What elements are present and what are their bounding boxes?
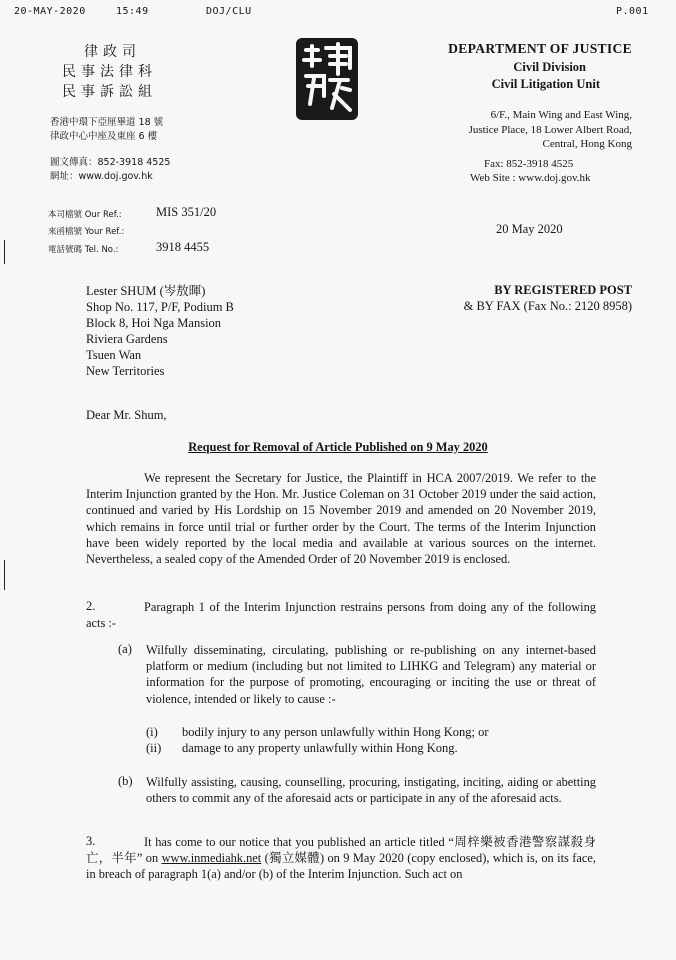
address-cn-line: 律政中心中座及東座 6 樓 <box>50 131 158 142</box>
recipient-address <box>86 283 234 379</box>
doj-emblem <box>296 38 358 120</box>
web-cn: 網址：www.doj.gov.hk <box>50 171 153 182</box>
delivery-fax: & BY FAX (Fax No.: 2120 8958) <box>463 299 632 313</box>
paragraph-3 <box>86 834 596 883</box>
letter-date: 20 May 2020 <box>496 222 563 236</box>
address-en-line: Central, Hong Kong <box>542 138 632 150</box>
ref-value-our: MIS 351/20 <box>156 205 217 219</box>
sub-ii: damage to any property unlawfully within Hong Kong. <box>182 741 458 755</box>
paragraph-3-text: (獨立媒體) on 9 May 2020 (copy enclosed), which is, on its face, in breach of paragraph 1(a) and/or (b) of the Interim Injunction. Such act on <box>86 851 596 882</box>
subject-line: Request for Removal of Article Published on 9 May 2020 <box>188 440 488 454</box>
recipient-line: New Territories <box>86 364 165 378</box>
dept-cn-line: 律政司 <box>84 44 141 60</box>
dept-cn-line: 民事訴訟組 <box>62 84 157 100</box>
fax-page: P.001 <box>616 6 649 17</box>
scan-edge-mark <box>4 560 5 590</box>
fax-date: 20-MAY-2020 <box>14 6 86 17</box>
unit-en: Civil Litigation Unit <box>491 77 600 91</box>
fax-en: Fax: 852-3918 4525 <box>484 158 574 170</box>
paragraph-2: Paragraph 1 of the Interim Injunction restrains persons from doing any of the following acts :- <box>86 600 596 631</box>
item-b-label: (b) <box>118 774 133 788</box>
paragraph-1: We represent the Secretary for Justice, the Plaintiff in HCA 2007/2019. We refer to the Interim Injunction granted by the Hon. Mr. Justice Coleman on 31 October 2019 under the said action, continued and varied by His Lordship on 15 November 2019 and amended on 20 November 2019, which remains in force until trial or further order by the Court. The terms of the Interim Injunction have been widely reported by the local media and available at various sources on the internet. Nevertheless, a sealed copy of the Amended Order of 20 November 2019 is enclosed. <box>86 471 596 567</box>
delivery-method: BY REGISTERED POST <box>494 283 632 297</box>
sub-i-label: (i) <box>146 725 158 739</box>
inmedia-link[interactable]: www.inmediahk.net <box>161 851 262 866</box>
fax-code: DOJ/CLU <box>206 6 252 17</box>
fax-time: 15:49 <box>116 6 149 17</box>
salutation: Dear Mr. Shum, <box>86 408 167 422</box>
recipient-line: Lester SHUM (岑敖暉) <box>86 284 206 298</box>
fax-cn: 圖文傳真：852-3918 4525 <box>50 157 171 168</box>
address-en <box>469 108 632 152</box>
paragraph-3-text: It has come to our notice that you published an article titled “周梓樂被香港警察謀殺身亡，半年” on <box>86 835 596 866</box>
emblem-glyph-icon <box>296 38 358 120</box>
paragraph-3-number: 3. <box>86 834 96 848</box>
item-b: Wilfully assisting, causing, counselling, procuring, instigating, inciting, aiding or abetting others to commit any of the aforesaid acts or participate in any of the aforesaid acts. <box>146 775 596 806</box>
ref-label-your: 來函檔號 Your Ref.: <box>48 227 125 237</box>
recipient-line: Riviera Gardens <box>86 332 168 346</box>
address-en-line: 6/F., Main Wing and East Wing, <box>490 109 632 121</box>
paragraph-2-number: 2. <box>86 599 96 613</box>
web-en: Web Site : www.doj.gov.hk <box>470 172 591 184</box>
sub-i: bodily injury to any person unlawfully within Hong Kong; or <box>182 725 489 739</box>
division-en: Civil Division <box>513 60 586 74</box>
sub-ii-label: (ii) <box>146 741 162 755</box>
scan-edge-mark <box>4 240 5 264</box>
recipient-line: Block 8, Hoi Nga Mansion <box>86 316 222 330</box>
item-a: Wilfully disseminating, circulating, publishing or re-publishing on any internet-based platform or medium (including but not limited to LIHKG and Telegram) any material or information for the purpose of promoting, encouraging or inciting the use or threat of violence, intended or likely to cause :- <box>146 643 596 706</box>
dept-cn-line: 民事法律科 <box>62 64 157 80</box>
ref-label-our: 本司檔號 Our Ref.: <box>48 210 122 220</box>
ref-value-tel: 3918 4455 <box>156 240 210 254</box>
recipient-line: Tsuen Wan <box>86 348 142 362</box>
ref-label-tel: 電話號碼 Tel. No.: <box>48 245 119 255</box>
address-en-line: Justice Place, 18 Lower Albert Road, <box>468 123 632 136</box>
item-a-label: (a) <box>118 642 132 656</box>
address-cn-line: 香港中環下亞厘畢道 18 號 <box>50 117 164 128</box>
dept-title-en: DEPARTMENT OF JUSTICE <box>448 41 632 56</box>
recipient-line: Shop No. 117, P/F, Podium B <box>86 300 234 314</box>
